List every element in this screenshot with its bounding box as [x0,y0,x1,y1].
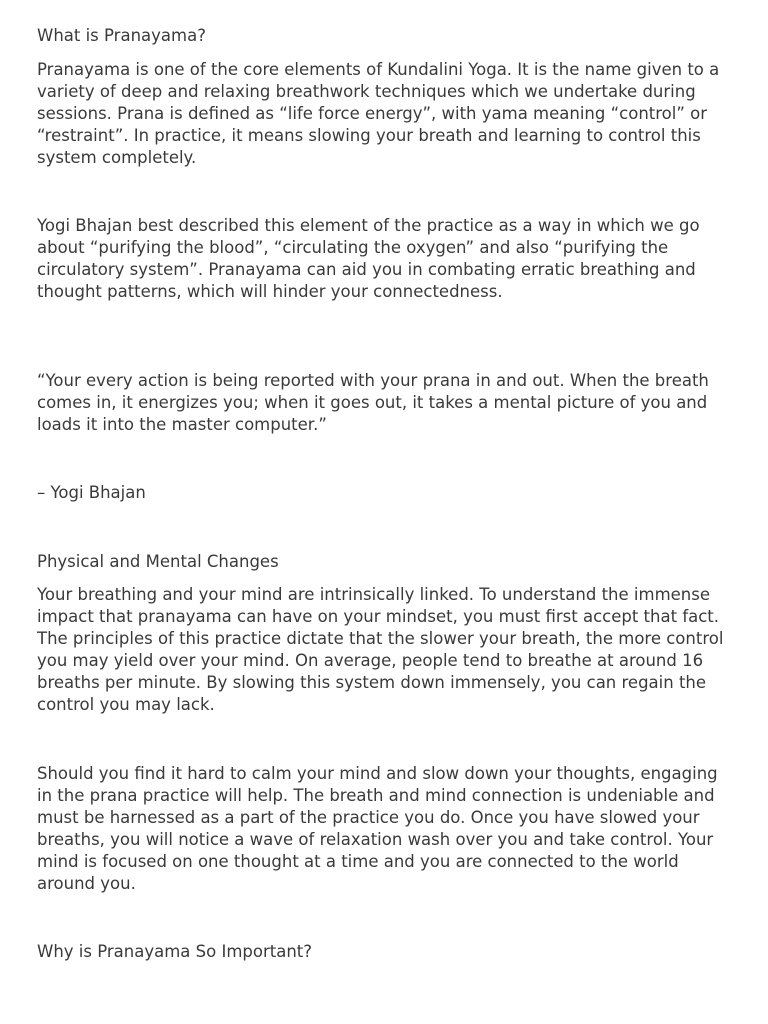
quote-attribution: – Yogi Bhajan [37,483,146,502]
heading-what-is-pranayama: What is Pranayama? [37,26,206,45]
paragraph-intro: Pranayama is one of the core elements of Kundalini Yoga. It is the name given to a variety of deep and relaxing breathwork techniques which we undertake during sessions. Prana is defined as “life force energy”, with yama meaning “control” or “restraint”. In practice, it means slowing your breath and learning to control this system completely. [37,60,720,167]
paragraph-changes: Your breathing and your mind are intrinsically linked. To understand the immense impact that pranayama can have on your mindset, you must first accept that fact. The principles of this practice dictate that the slower your breath, the more control you may yield over your mind. On average, people tend to breathe at around 16 breaths per minute. By slowing this system down immensely, you can regain the control you may lack. [37,585,724,714]
paragraph-yogi-bhajan: Yogi Bhajan best described this element of the practice as a way in which we go about “purifying the blood”, “circulating the oxygen” and also “purifying the circulatory system”. Pranayama can aid you in combating erratic breathing and thought patterns, which will hinder your connectedness. [37,216,700,301]
quote-text: “Your every action is being reported with your prana in and out. When the breath comes in, it energizes you; when it goes out, it takes a mental picture of you and loads it into the master computer.” [37,371,709,434]
paragraph-calm-mind: Should you find it hard to calm your mind and slow down your thoughts, engaging in the prana practice will help. The breath and mind connection is undeniable and must be harnessed as a part of the practice you do. Once you have slowed your breaths, you will notice a wave of relaxation wash over you and take control. Your mind is focused on one thought at a time and you are connected to the world around you. [37,764,718,893]
heading-physical-mental-changes: Physical and Mental Changes [37,552,279,571]
heading-why-important: Why is Pranayama So Important? [37,942,313,961]
